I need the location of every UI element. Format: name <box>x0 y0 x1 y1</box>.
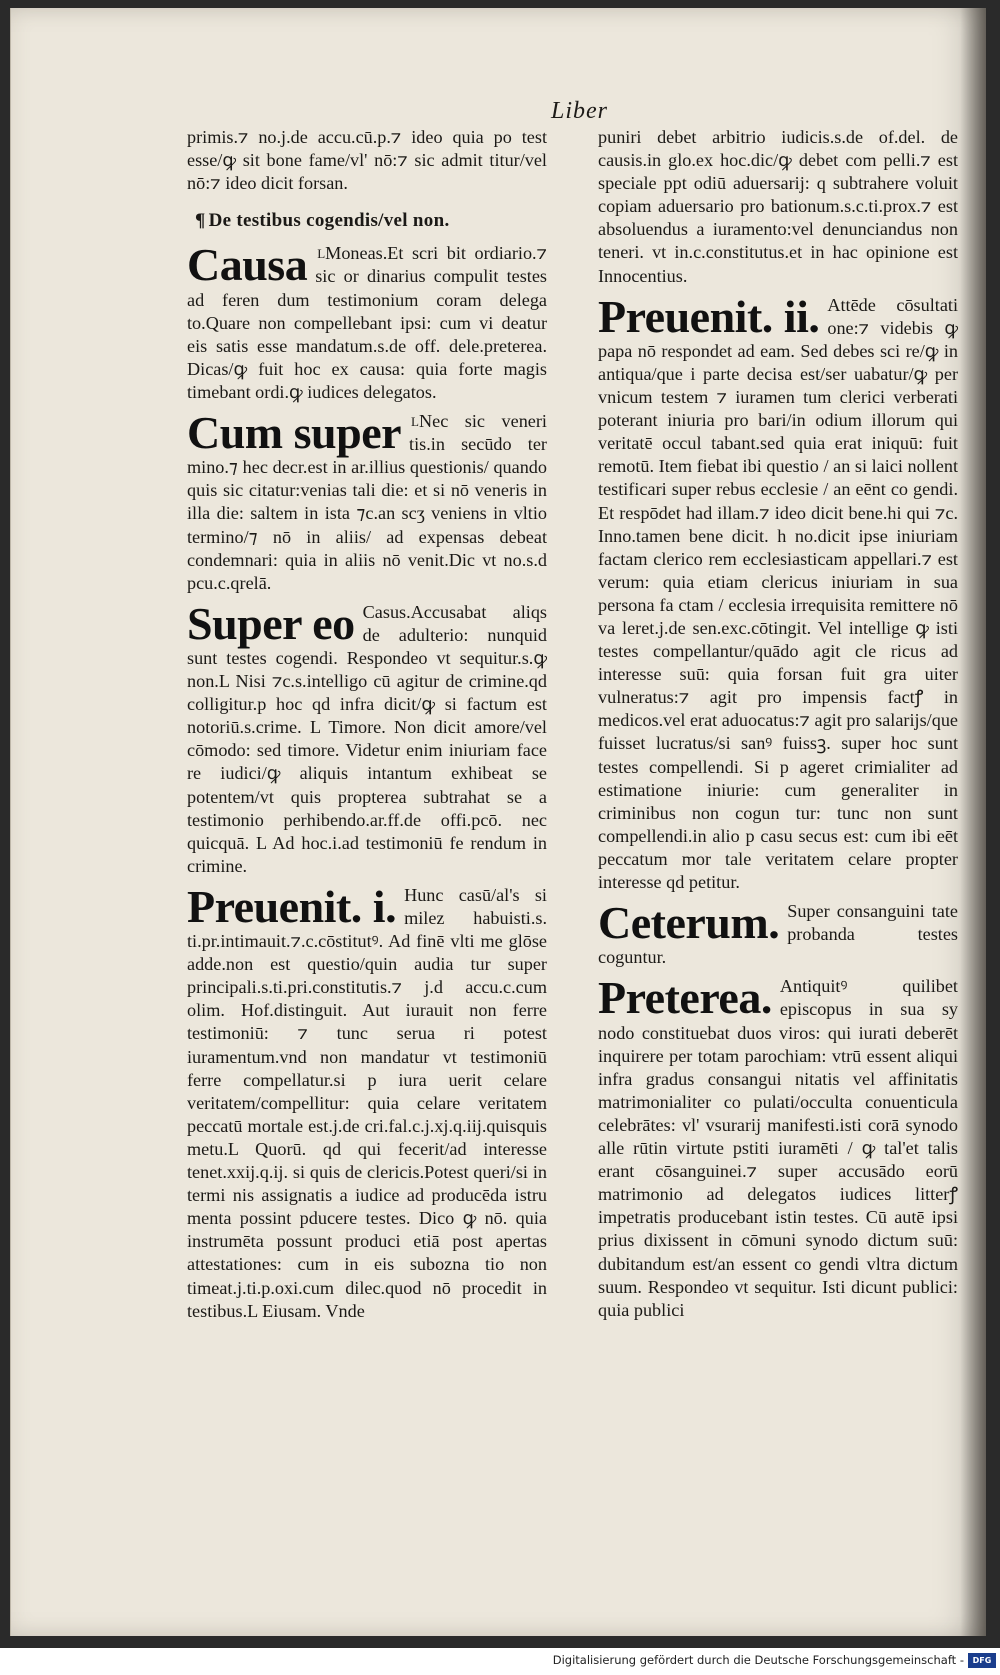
headword: Cum super <box>187 407 402 459</box>
gloss-preuenit-i <box>187 880 547 1323</box>
running-head: Liber <box>551 98 609 124</box>
lemma-marker: L <box>411 414 419 430</box>
left-column <box>187 126 547 1323</box>
paragraph: puniri debet arbitrio iudicis.s.de of.del. de causis.in glo.ex hoc.dic/ꝙ debet com pelli.⁊ est speciale ppt odiū aduersarij: q subtrahere voluit copiam aduersario pro bationum.s.c.ti.prox.⁊ est absoluendus a iuramento:vel denunciandus non teneri. vt in.c.constitutus.et in hac opinione est Innocentius. <box>598 127 958 286</box>
dfg-logo: DFG <box>968 1653 996 1668</box>
pilcrow-icon: ¶ <box>195 210 206 232</box>
headword: Preterea. <box>598 972 772 1024</box>
funding-note: Digitalisierung gefördert durch die Deutsche Forschungsgemeinschaft - <box>552 1653 964 1667</box>
headword: Causa <box>187 239 308 291</box>
gloss-super-eo <box>187 597 547 878</box>
gloss-ceterum <box>598 897 958 969</box>
gloss-text: Antiquitꝰ quilibet episcopus in sua sy nodo constituebat duos viros: qui iurati deberēt inquirere per totam parochiam: vtrū essent aliqui infra gradus consangui nitatis vel affinitatis matrimonialiter co pulati/occulta conuenticula celebrātes: vl' vsurarij manifesti.isti corā synodo alle rūtin virtute pstiti iuramēti / ꝙ tal'et talis erant cōsanguinei.⁊ super accusādo eorū matrimonio ad delegatos iudices litterꝭ impetratis producebant istin testes. Cū autē ipsi prius dixissent in cōmuni synodo dictum suū: dubitandum est/an essent co gendi vltra dictum suum. Respondeo vt sequitur. Isti dicunt publici: quia publici <box>598 976 958 1320</box>
gloss-text: Attēde cōsultati one:⁊ videbis ꝙ papa nō respondet ad eam. Sed debes sci re/ꝙ in antiqua/que i parte decisa est/ser uabatur/ꝙ per vnicum testem ⁊ iuramen tum clerici verberati poterant iniuria pro bari/in odium illorum qui veritatē occul tabant.sed quia erat iniquū: fuit remotū. Item fiebat ibi questio / an si laici nollent testificari super rebus ecclesie / an eēnt co gendi. Et respōdet had illam.⁊ ideo dicit bene.hi qui ⁊c. Inno.tamen bene dicit. h no.dicit ipse iniuriam factam clerico rem ecclesiasticam appellari.⁊ est verum: quia etiam clericus iniuriam in sua persona fa ctam / ecclesia irrequisita remittere nō va leret.j.de sen.exc.cōtingit. Vel intellige ꝙ isti testes compellantur/quādo agit cle ricus ad interesse suū: quia forsan fuit gra uiter vulneratus:⁊ agit pro impensis factꝭ in medicos.vel erat aduocatus:⁊ agit pro salarijs/que fuisset lucratus/si sanꝰ fuissꝫ. super hoc sunt testes compellendi. Si p ageret crimialiter ad estimatione iniurie: cum generaliter in criminibus non cogun tur: tunc non sunt compellendi.in alio p casu secus est: cum ibi eēt peccatum mor tale veritatem celare propter interesse qd petitur. <box>598 294 958 892</box>
headword: Preuenit. i. <box>187 880 397 932</box>
gloss-text: Moneas.Et scri bit ordiario.⁊ sic or dinarius compulit testes ad feren dum testimonium coram delega to.Quare non compellebant ipsi: cum vi deatur eis satis esse mandatum.s.de off. dele.preterea. Dicas/ꝙ fuit hoc ex causa: quia forte magis timebant ordi.ꝙ iudices delegatos. <box>187 243 547 402</box>
gloss-text: Casus.Accusabat aliqs de adulterio: nunquid sunt testes cogendi. Respondeo vt sequitur.s.ꝙ non.L Nisi ⁊c.s.intelligo cū agitur de crimine.qd colligitur.p hoc qd infra dicit/ꝙ si factum est notoriū.s.crime. L Timore. Non dicit amore/vel cōmodo: sed timore. Videtur enim iniuriam face re iudici/ꝙ aliquis intantum exhibeat se potentem/vt quis propterea subtrahat se a testimonio perhibendo.ar.ff.de offi.pcō. nec quicquā. L Ad hoc.i.ad testimoniū fe rendum in crimine. <box>187 601 547 876</box>
lemma-marker: L <box>317 246 326 262</box>
section-heading: ¶ De testibus cogendis/vel non. <box>195 210 450 232</box>
gloss-cum-super <box>187 407 547 595</box>
headword: Ceterum. <box>598 897 780 949</box>
right-column <box>598 126 958 1322</box>
gloss-preuenit-ii <box>598 290 958 894</box>
gloss-preterea <box>598 972 958 1321</box>
paragraph: primis.⁊ no.j.de accu.cū.p.⁊ ideo quia po test esse/ꝙ sit bone fame/vl' nō:⁊ sic admit titur/vel nō:⁊ ideo dicit forsan. <box>187 127 547 194</box>
headword: Preuenit. ii. <box>598 290 820 342</box>
gloss-causa <box>187 239 547 404</box>
headword: Super eo <box>187 597 355 649</box>
gloss-text: Nec sic veneri tis.in secūdo ter mino.⁊ hec decr.est in ar.illius questionis/ quando quis sic citatur:venias tali die: et si nō veneris in illa die: saltem in ista ⁊c.an scʒ veniens in vltio termino/⁊ nō in aliis/ ad expensas debeat condemnari: quia in aliis nō venit.Dic vt no.s.d pcu.c.qrelā. <box>187 411 547 593</box>
gloss-text: Hunc casū/al's si milez habuisti.s. ti.pr.intimauit.⁊.c.cōstitutꝰ. Ad finē vlti me glōse adde.non est questio/quin audia tur super principali.s.ti.pri.constitutis.⁊ j.d accu.c.cum olim. Hof.distinguit. Aut iurauit non ferre testimoniū: ⁊ tunc serua ri potest iuramentum.vnd non mandatur vt testimoniū ferre compellatur.si p iura uerit celare veritatem/compellitur: quia celare veritatem peccatū mortale est.j.de cri.fal.c.j.xj.q.iij.quisquis metu.L Quorū. qd qui fecerit/ad interesse tenet.xxij.q.ij. si quis de clericis.Potest queri/si in termi nis assignatis a iudice ad producēda istru menta possint pducere testes. Dico ꝙ nō. quia instrumēta possunt produci etiā post apertas attestationes: cum in eis subozna tio non timeat.j.ti.p.oxi.cum dilec.quod nō procedit in testibus.L Eiusam. Vnde <box>187 884 547 1321</box>
footer-bar <box>0 1648 1000 1675</box>
gloss-text: Super consanguini tate probanda testes coguntur. <box>598 901 958 968</box>
